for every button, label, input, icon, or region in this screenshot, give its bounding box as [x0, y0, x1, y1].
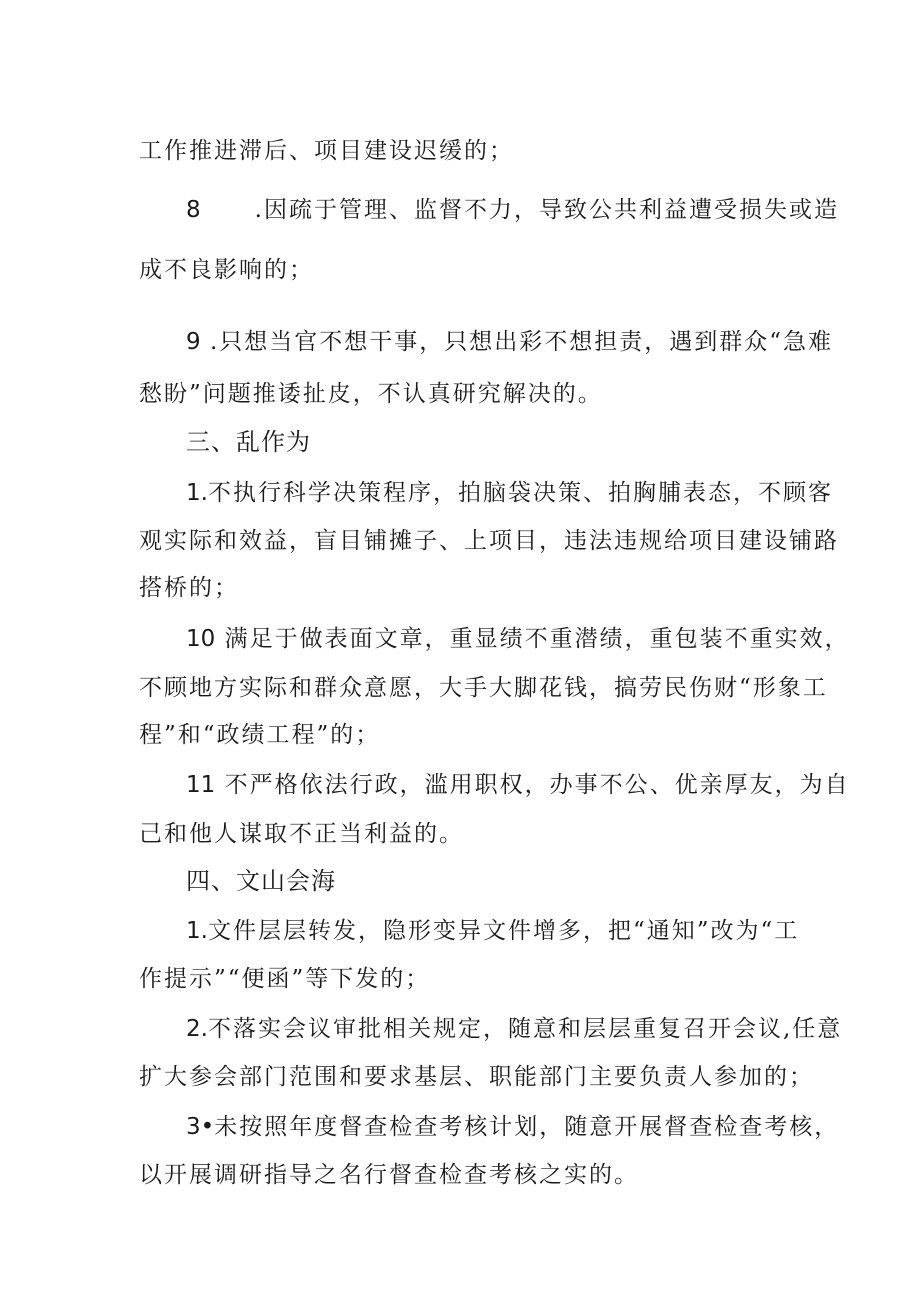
- item-text: 满足于做表面文章，重显绩不重潜绩，重包装不重实效，: [215, 626, 850, 652]
- item-number: 2.: [186, 1016, 208, 1042]
- text-line: 愁盼”问题推诿扯皮，不认真研究解决的。: [139, 381, 603, 407]
- item-text: 不严格依法行政，滥用职权，办事不公、优亲厚友，为自: [215, 772, 850, 798]
- text-line: 己和他人谋取不正当利益的。: [139, 821, 464, 847]
- list-item-1: [186, 916, 799, 946]
- item-number: 3•: [186, 1114, 215, 1140]
- item-number: 1.: [186, 480, 208, 506]
- item-number: 10: [186, 626, 216, 652]
- list-item-8: [186, 195, 839, 225]
- item-text: 不落实会议审批相关规定，随意和层层重复召开会议,任意: [207, 1016, 843, 1042]
- item-text: 不执行科学决策程序，拍脑袋决策、拍胸脯表态，不顾客: [207, 480, 833, 506]
- text-line: 搭桥的；: [139, 575, 239, 601]
- item-text: 未按照年度督查检查考核计划，随意开展督查检查考核，: [214, 1114, 840, 1140]
- section-heading-3: 三、乱作为: [186, 428, 311, 456]
- item-number: 11: [186, 772, 216, 798]
- list-item-1: [186, 478, 833, 508]
- list-item-9: [186, 327, 833, 357]
- item-text: .因疏于管理、监督不力，导致公共利益遭受损失或造: [254, 197, 839, 223]
- item-number: 1.: [186, 918, 208, 944]
- text-line: 观实际和效益，盲目铺摊子、上项目，违法违规给项目建设铺路: [139, 528, 839, 554]
- text-line: 工作推进滞后、项目建设迟缓的；: [139, 138, 514, 164]
- item-number: 8: [186, 197, 201, 223]
- text-line: 不顾地方实际和群众意愿，大手大脚花钱，搞劳民伤财“形象工: [139, 675, 828, 701]
- text-line: 程”和“政绩工程”的；: [139, 722, 381, 748]
- item-text: .只想当官不想干事，只想出彩不想担责，遇到群众“急难: [200, 329, 834, 355]
- text-line: 成不良影响的；: [139, 257, 314, 283]
- item-number: 9: [186, 329, 201, 355]
- list-item-11: [186, 770, 850, 800]
- list-item-2: [186, 1014, 842, 1044]
- text-line: 扩大参会部门范围和要求基层、职能部门主要负责人参加的；: [139, 1064, 814, 1090]
- item-text: 文件层层转发，隐形变异文件增多，把“通知”改为“工: [207, 918, 800, 944]
- section-heading-4: 四、文山会海: [186, 867, 336, 895]
- list-item-10: [186, 624, 850, 654]
- list-item-3: [186, 1112, 839, 1142]
- text-line: 作提示”“便函”等下发的；: [139, 966, 431, 992]
- text-line: 以开展调研指导之名行督查检查考核之实的。: [139, 1162, 639, 1188]
